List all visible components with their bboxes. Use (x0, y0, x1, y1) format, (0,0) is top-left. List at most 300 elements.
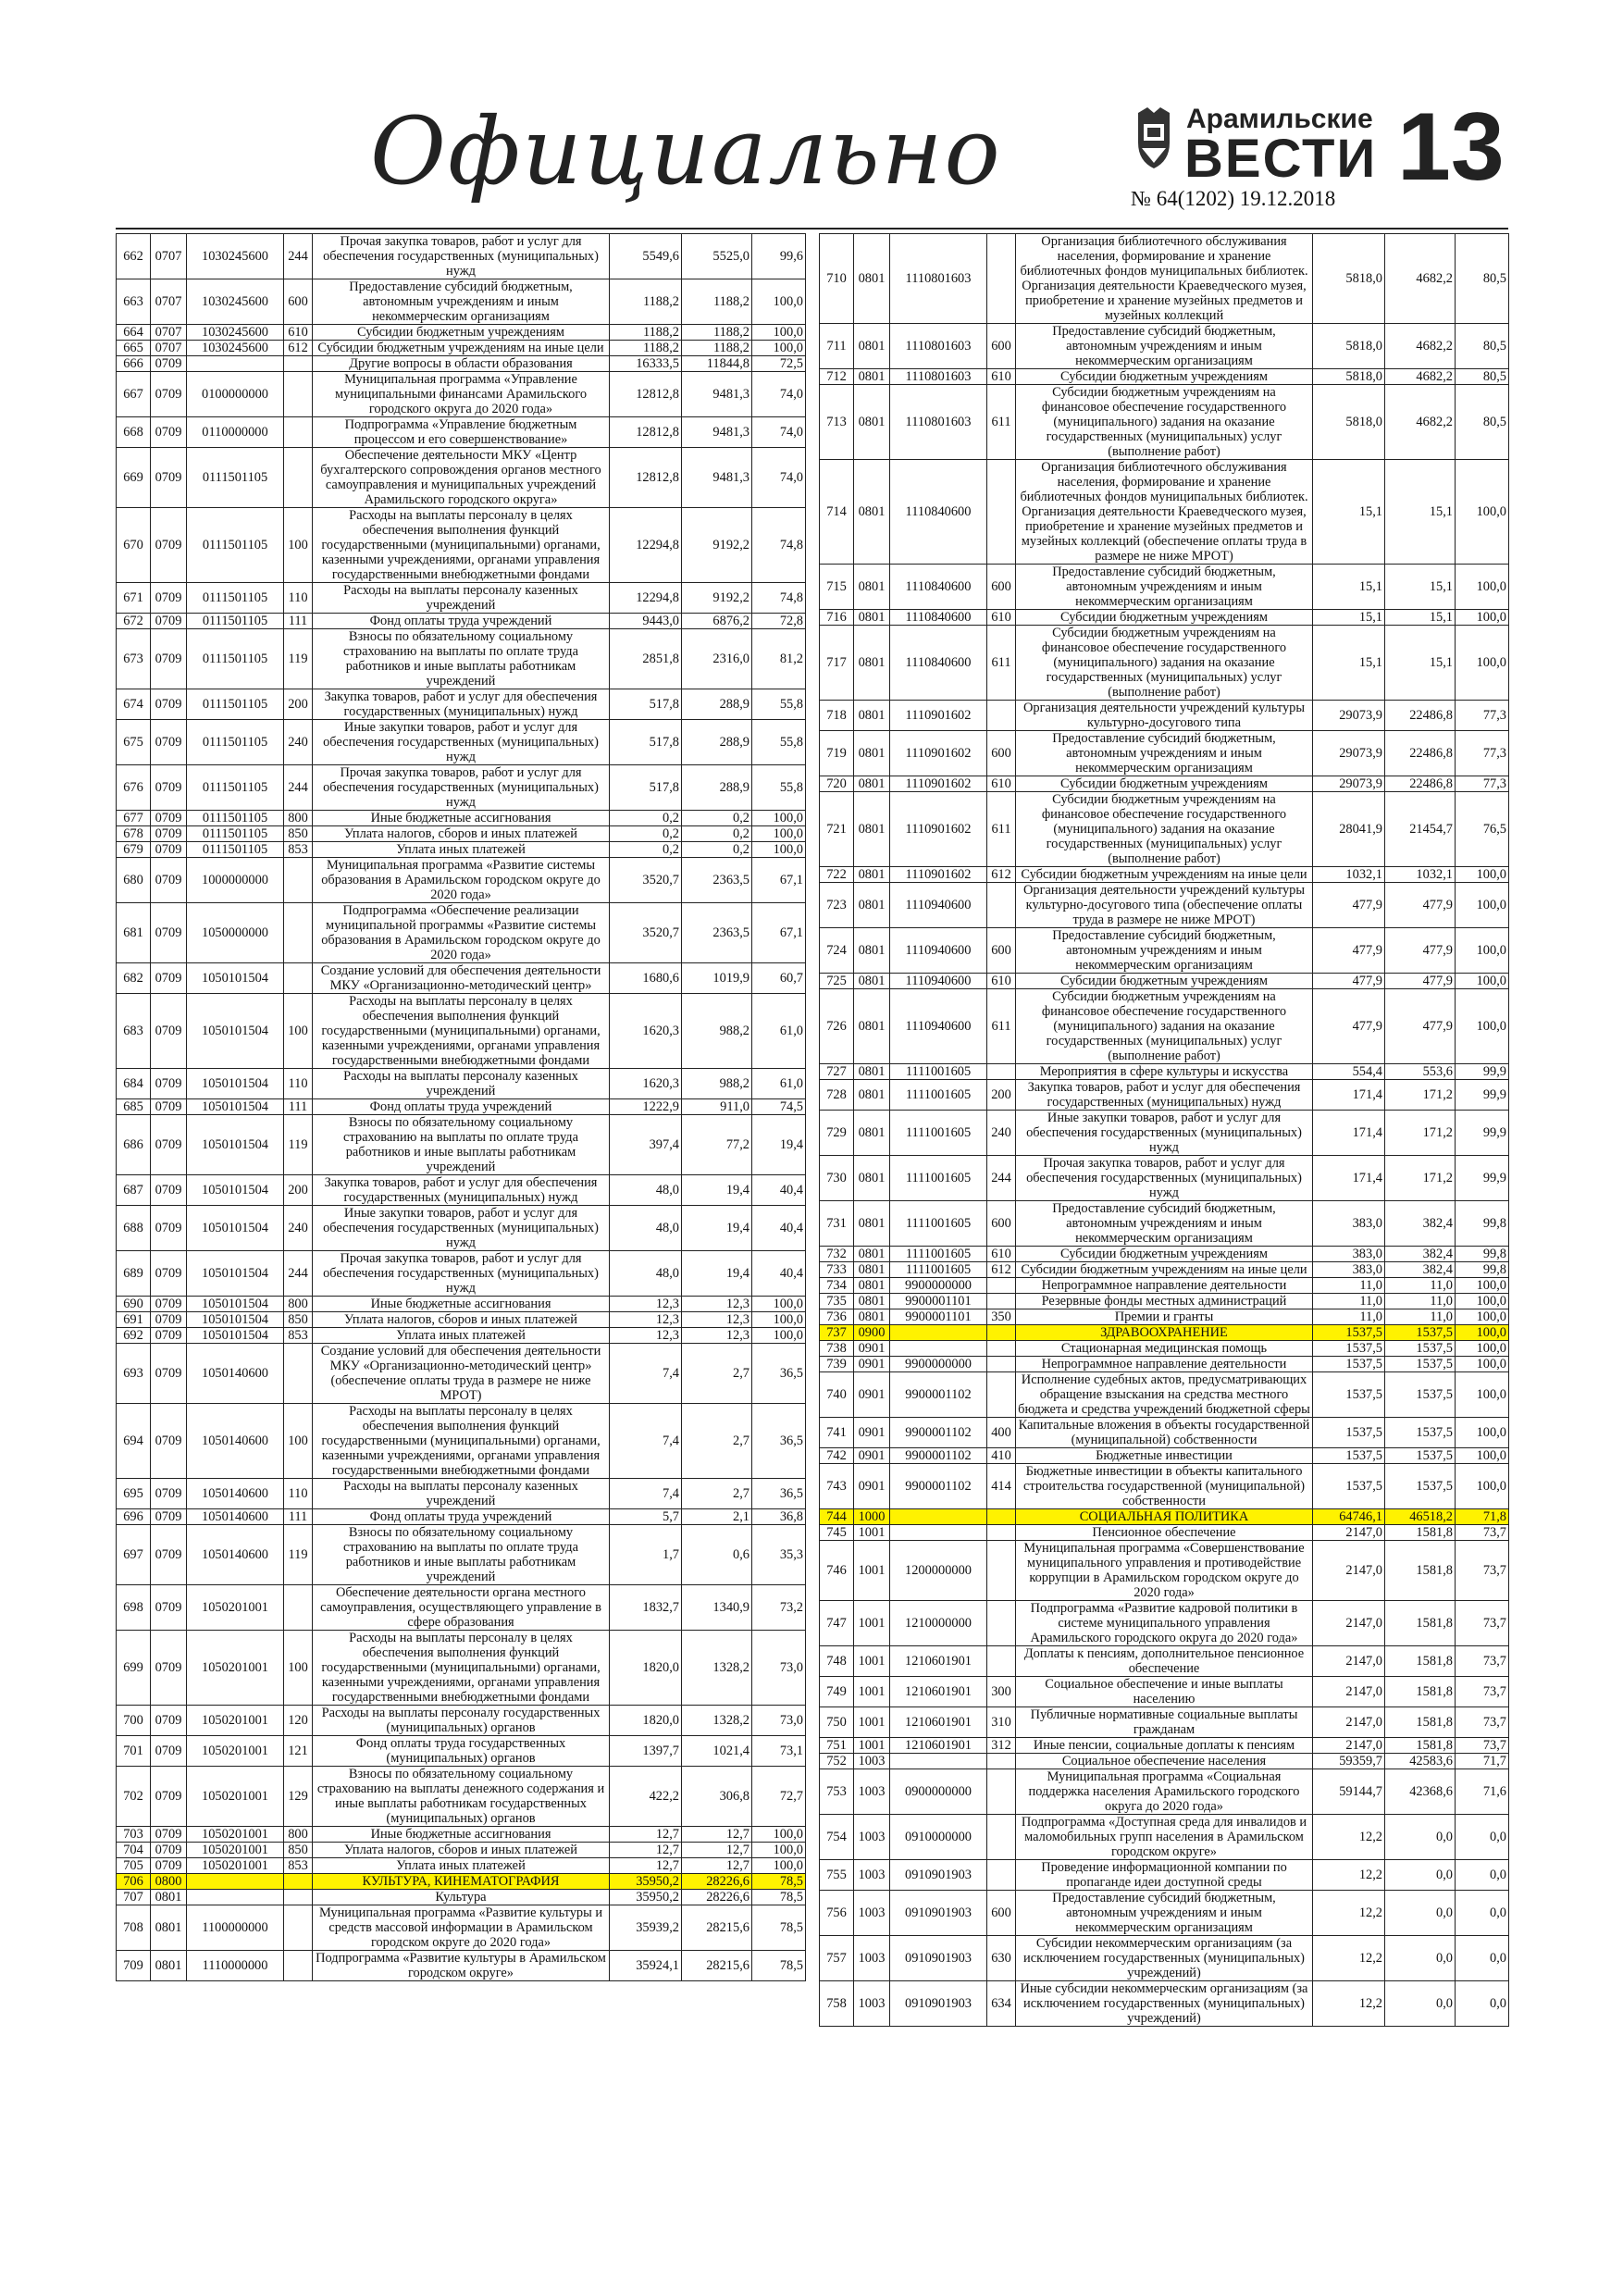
expense-type-code (987, 1341, 1016, 1357)
target-code: 0910901903 (890, 1936, 987, 1981)
target-code: 9900000000 (890, 1278, 987, 1294)
section-code: 0801 (854, 369, 890, 385)
table-row (820, 974, 1509, 989)
execution-percent: 80,5 (1456, 369, 1509, 385)
description: Обеспечение деятельности МКУ «Центр бухгалтерского сопровождения органов местного самоуправления и муниципальных учреждений Арамильского городского округа» (313, 448, 610, 508)
description: Подпрограмма «Обеспечение реализации муниципальной программы «Развитие системы образования в Арамильском городском округе до 2020 года» (313, 903, 610, 963)
section-code: 0801 (854, 792, 890, 867)
table-row (820, 1309, 1509, 1325)
description: Непрограммное направление деятельности (1016, 1357, 1313, 1372)
expense-type-code (987, 1646, 1016, 1677)
section-code: 0709 (151, 1344, 187, 1404)
table-row (820, 1891, 1509, 1936)
row-number: 756 (820, 1891, 854, 1936)
logo-brand: ВЕСТИ (1184, 129, 1378, 189)
execution-percent: 100,0 (1456, 883, 1509, 928)
expense-type-code: 612 (987, 867, 1016, 883)
executed-amount: 42583,6 (1385, 1754, 1456, 1769)
execution-percent: 73,2 (752, 1585, 806, 1631)
description: Мероприятия в сфере культуры и искусства (1016, 1064, 1313, 1080)
planned-amount: 2851,8 (610, 629, 682, 689)
expense-type-code: 110 (284, 1479, 313, 1509)
expense-type-code (987, 1541, 1016, 1601)
execution-percent: 73,0 (752, 1706, 806, 1736)
table-row (117, 842, 806, 858)
section-code: 0801 (151, 1951, 187, 1981)
table-row (117, 689, 806, 720)
description: Расходы на выплаты персоналу в целях обеспечения выполнения функций государственными (муниципальными) органами, казенными учреждениями, органами управления государственными внебюджетными фондами (313, 1404, 610, 1479)
execution-percent: 100,0 (752, 1843, 806, 1858)
execution-percent: 100,0 (1456, 1357, 1509, 1372)
row-number: 696 (117, 1509, 151, 1525)
description: СОЦИАЛЬНАЯ ПОЛИТИКА (1016, 1509, 1313, 1525)
target-code: 1050201001 (187, 1631, 284, 1706)
planned-amount: 29073,9 (1313, 731, 1385, 776)
row-number: 705 (117, 1858, 151, 1874)
section-code: 1001 (854, 1525, 890, 1541)
table-row (117, 1479, 806, 1509)
target-code: 1050201001 (187, 1827, 284, 1843)
table-row (820, 1738, 1509, 1754)
planned-amount: 12294,8 (610, 508, 682, 583)
target-code: 1210601901 (890, 1738, 987, 1754)
row-number: 699 (117, 1631, 151, 1706)
row-number: 713 (820, 385, 854, 460)
table-row (820, 867, 1509, 883)
table-row (117, 583, 806, 614)
execution-percent: 60,7 (752, 963, 806, 994)
row-number: 667 (117, 372, 151, 417)
expense-type-code: 120 (284, 1706, 313, 1736)
planned-amount: 2147,0 (1313, 1601, 1385, 1646)
description: Субсидии бюджетным учреждениям на иные цели (1016, 1262, 1313, 1278)
planned-amount: 422,2 (610, 1767, 682, 1827)
planned-amount: 11,0 (1313, 1309, 1385, 1325)
executed-amount: 12,3 (682, 1312, 752, 1328)
table-row (820, 1064, 1509, 1080)
row-number: 688 (117, 1206, 151, 1251)
description: Предоставление субсидий бюджетным, автономным учреждениям и иным некоммерческим организациям (1016, 565, 1313, 610)
planned-amount: 12,3 (610, 1328, 682, 1344)
execution-percent: 100,0 (752, 279, 806, 325)
row-number: 729 (820, 1111, 854, 1156)
table-row (820, 1156, 1509, 1201)
execution-percent: 100,0 (752, 1827, 806, 1843)
target-code: 1050201001 (187, 1706, 284, 1736)
expense-type-code (987, 1860, 1016, 1891)
target-code: 0110000000 (187, 417, 284, 448)
section-code: 0709 (151, 765, 187, 811)
planned-amount: 7,4 (610, 1404, 682, 1479)
section-code: 1001 (854, 1707, 890, 1738)
table-row (117, 1585, 806, 1631)
execution-percent: 77,3 (1456, 776, 1509, 792)
target-code: 1110840600 (890, 460, 987, 565)
planned-amount: 5818,0 (1313, 324, 1385, 369)
row-number: 717 (820, 626, 854, 701)
planned-amount: 1820,0 (610, 1631, 682, 1706)
description: Взносы по обязательному социальному страхованию на выплаты по оплате труда работников и иные выплаты работникам учреждений (313, 1525, 610, 1585)
planned-amount: 517,8 (610, 720, 682, 765)
expense-type-code: 612 (987, 1262, 1016, 1278)
expense-type-code (284, 372, 313, 417)
expense-type-code (284, 356, 313, 372)
description: Муниципальная программа «Развитие культуры и средств массовой информации в Арамильском городском округе до 2020 года» (313, 1905, 610, 1951)
execution-percent: 100,0 (1456, 867, 1509, 883)
description: Предоставление субсидий бюджетным, автономным учреждениям и иным некоммерческим организациям (313, 279, 610, 325)
execution-percent: 77,3 (1456, 701, 1509, 731)
description: Проведение информационной компании по пропаганде идеи доступной среды (1016, 1860, 1313, 1891)
planned-amount: 383,0 (1313, 1262, 1385, 1278)
description: Иные пенсии, социальные доплаты к пенсиям (1016, 1738, 1313, 1754)
executed-amount: 1032,1 (1385, 867, 1456, 883)
table-row (117, 1404, 806, 1479)
planned-amount: 12812,8 (610, 372, 682, 417)
row-number: 731 (820, 1201, 854, 1247)
table-row (117, 372, 806, 417)
table-row (117, 1843, 806, 1858)
executed-amount: 28215,6 (682, 1951, 752, 1981)
target-code: 1111001605 (890, 1156, 987, 1201)
table-row (820, 1357, 1509, 1372)
expense-type-code (284, 1874, 313, 1890)
target-code: 1050201001 (187, 1736, 284, 1767)
description: Муниципальная программа «Развитие системы образования в Арамильском городском округе до 2020 года» (313, 858, 610, 903)
description: Обеспечение деятельности органа местного самоуправления, осуществляющего управление в сфере образования (313, 1585, 610, 1631)
target-code: 1050101504 (187, 1115, 284, 1175)
expense-type-code: 630 (987, 1936, 1016, 1981)
table-row (820, 1262, 1509, 1278)
execution-percent: 40,4 (752, 1251, 806, 1297)
executed-amount: 477,9 (1385, 989, 1456, 1064)
planned-amount: 64746,1 (1313, 1509, 1385, 1525)
expense-type-code: 244 (284, 765, 313, 811)
row-number: 740 (820, 1372, 854, 1418)
section-code: 0707 (151, 234, 187, 279)
planned-amount: 16333,5 (610, 356, 682, 372)
planned-amount: 15,1 (1313, 626, 1385, 701)
target-code: 9900001101 (890, 1309, 987, 1325)
row-number: 730 (820, 1156, 854, 1201)
executed-amount: 11,0 (1385, 1278, 1456, 1294)
section-code: 0801 (854, 1156, 890, 1201)
executed-amount: 477,9 (1385, 883, 1456, 928)
expense-type-code: 300 (987, 1677, 1016, 1707)
section-title: Официально (370, 97, 1002, 205)
execution-percent: 100,0 (1456, 610, 1509, 626)
executed-amount: 382,4 (1385, 1201, 1456, 1247)
row-number: 680 (117, 858, 151, 903)
description: Непрограммное направление деятельности (1016, 1278, 1313, 1294)
expense-type-code (987, 460, 1016, 565)
description: Фонд оплаты труда учреждений (313, 1099, 610, 1115)
newspaper-logo (1131, 102, 1378, 189)
execution-percent: 99,9 (1456, 1156, 1509, 1201)
execution-percent: 71,7 (1456, 1754, 1509, 1769)
executed-amount: 9192,2 (682, 583, 752, 614)
executed-amount: 1340,9 (682, 1585, 752, 1631)
expense-type-code (987, 1372, 1016, 1418)
executed-amount: 1537,5 (1385, 1418, 1456, 1448)
executed-amount: 0,0 (1385, 1891, 1456, 1936)
planned-amount: 48,0 (610, 1206, 682, 1251)
table-row (820, 883, 1509, 928)
execution-percent: 100,0 (1456, 1418, 1509, 1448)
execution-percent: 73,0 (752, 1631, 806, 1706)
target-code: 1050101504 (187, 994, 284, 1069)
execution-percent: 99,8 (1456, 1201, 1509, 1247)
execution-percent: 100,0 (1456, 1372, 1509, 1418)
planned-amount: 12,2 (1313, 1936, 1385, 1981)
executed-amount: 6876,2 (682, 614, 752, 629)
planned-amount: 59359,7 (1313, 1754, 1385, 1769)
row-number: 726 (820, 989, 854, 1064)
description: Закупка товаров, работ и услуг для обеспечения государственных (муниципальных) нужд (313, 689, 610, 720)
target-code (187, 1874, 284, 1890)
target-code: 1111001605 (890, 1201, 987, 1247)
expense-type-code: 200 (284, 689, 313, 720)
section-code: 0709 (151, 994, 187, 1069)
planned-amount: 1620,3 (610, 994, 682, 1069)
section-code: 0801 (854, 1262, 890, 1278)
execution-percent: 100,0 (752, 842, 806, 858)
row-number: 742 (820, 1448, 854, 1464)
target-code (890, 1525, 987, 1541)
table-row (820, 1341, 1509, 1357)
executed-amount: 0,2 (682, 811, 752, 826)
planned-amount: 48,0 (610, 1175, 682, 1206)
executed-amount: 0,2 (682, 842, 752, 858)
expense-type-code (987, 701, 1016, 731)
executed-amount: 0,0 (1385, 1815, 1456, 1860)
expense-type-code: 100 (284, 1631, 313, 1706)
description: Предоставление субсидий бюджетным, автономным учреждениям и иным некоммерческим организациям (1016, 1891, 1313, 1936)
section-code: 0709 (151, 1175, 187, 1206)
execution-percent: 55,8 (752, 765, 806, 811)
table-row (117, 1251, 806, 1297)
execution-percent: 99,6 (752, 234, 806, 279)
description: Расходы на выплаты персоналу в целях обеспечения выполнения функций государственными (муниципальными) органами, казенными учреждениями, органами управления государственными внебюджетными фондами (313, 994, 610, 1069)
expense-type-code: 600 (987, 1201, 1016, 1247)
target-code: 1050201001 (187, 1767, 284, 1827)
section-code: 0709 (151, 1843, 187, 1858)
section-code: 0709 (151, 1069, 187, 1099)
executed-amount: 1581,8 (1385, 1707, 1456, 1738)
target-code: 1050101504 (187, 1251, 284, 1297)
target-code: 1050101504 (187, 1175, 284, 1206)
section-code: 0709 (151, 508, 187, 583)
row-number: 684 (117, 1069, 151, 1099)
executed-amount: 19,4 (682, 1251, 752, 1297)
target-code: 1050000000 (187, 903, 284, 963)
planned-amount: 7,4 (610, 1344, 682, 1404)
executed-amount: 1537,5 (1385, 1372, 1456, 1418)
row-number: 739 (820, 1357, 854, 1372)
expense-type-code: 610 (987, 1247, 1016, 1262)
executed-amount: 0,2 (682, 826, 752, 842)
planned-amount: 29073,9 (1313, 776, 1385, 792)
description: Уплата иных платежей (313, 1328, 610, 1344)
planned-amount: 171,4 (1313, 1156, 1385, 1201)
execution-percent: 100,0 (1456, 1309, 1509, 1325)
executed-amount: 288,9 (682, 689, 752, 720)
executed-amount: 15,1 (1385, 610, 1456, 626)
expense-type-code: 100 (284, 508, 313, 583)
execution-percent: 78,5 (752, 1905, 806, 1951)
description: Субсидии бюджетным учреждениям (1016, 776, 1313, 792)
description: Уплата налогов, сборов и иных платежей (313, 1843, 610, 1858)
row-number: 677 (117, 811, 151, 826)
execution-percent: 100,0 (752, 1312, 806, 1328)
expense-type-code: 610 (284, 325, 313, 341)
target-code: 1030245600 (187, 279, 284, 325)
expense-type-code: 800 (284, 1827, 313, 1843)
executed-amount: 28215,6 (682, 1905, 752, 1951)
target-code (890, 1341, 987, 1357)
planned-amount: 1832,7 (610, 1585, 682, 1631)
expense-type-code: 100 (284, 1404, 313, 1479)
expense-type-code: 850 (284, 1843, 313, 1858)
planned-amount: 397,4 (610, 1115, 682, 1175)
row-number: 669 (117, 448, 151, 508)
planned-amount: 12,2 (1313, 1815, 1385, 1860)
expense-type-code: 244 (284, 234, 313, 279)
description: Уплата иных платежей (313, 1858, 610, 1874)
planned-amount: 12812,8 (610, 448, 682, 508)
section-code: 0801 (854, 867, 890, 883)
section-code: 0901 (854, 1357, 890, 1372)
target-code: 0111501105 (187, 811, 284, 826)
execution-percent: 73,7 (1456, 1601, 1509, 1646)
target-code: 1110801603 (890, 385, 987, 460)
right-column (819, 233, 1508, 2027)
target-code: 1110901602 (890, 731, 987, 776)
planned-amount: 11,0 (1313, 1278, 1385, 1294)
row-number: 751 (820, 1738, 854, 1754)
row-number: 711 (820, 324, 854, 369)
row-number: 676 (117, 765, 151, 811)
executed-amount: 911,0 (682, 1099, 752, 1115)
execution-percent: 80,5 (1456, 385, 1509, 460)
description: Подпрограмма «Управление бюджетным процессом и его совершенствование» (313, 417, 610, 448)
table-row (820, 1294, 1509, 1309)
planned-amount: 12,2 (1313, 1860, 1385, 1891)
description: Субсидии бюджетным учреждениям на финансовое обеспечение государственного (муниципального) задания на оказание государственных (муниципальных) услуг (выполнение работ) (1016, 385, 1313, 460)
section-code: 0801 (151, 1890, 187, 1905)
row-number: 685 (117, 1099, 151, 1115)
section-code: 0709 (151, 842, 187, 858)
section-code: 1003 (854, 1754, 890, 1769)
expense-type-code: 853 (284, 1858, 313, 1874)
description: Иные бюджетные ассигнования (313, 1297, 610, 1312)
table-row (117, 508, 806, 583)
table-row (117, 341, 806, 356)
row-number: 757 (820, 1936, 854, 1981)
target-code: 1110000000 (187, 1951, 284, 1981)
row-number: 682 (117, 963, 151, 994)
row-number: 697 (117, 1525, 151, 1585)
row-number: 746 (820, 1541, 854, 1601)
left-column (116, 233, 805, 1981)
execution-percent: 36,5 (752, 1344, 806, 1404)
section-code: 0801 (854, 883, 890, 928)
row-number: 719 (820, 731, 854, 776)
expense-type-code: 111 (284, 1509, 313, 1525)
expense-type-code (987, 883, 1016, 928)
section-code: 1003 (854, 1860, 890, 1891)
target-code: 1210601901 (890, 1707, 987, 1738)
executed-amount: 77,2 (682, 1115, 752, 1175)
expense-type-code (987, 1509, 1016, 1525)
target-code: 1030245600 (187, 234, 284, 279)
section-code: 0709 (151, 583, 187, 614)
expense-type-code: 850 (284, 1312, 313, 1328)
execution-percent: 100,0 (752, 325, 806, 341)
table-row (820, 1448, 1509, 1464)
table-row (820, 385, 1509, 460)
executed-amount: 477,9 (1385, 928, 1456, 974)
description: ЗДРАВООХРАНЕНИЕ (1016, 1325, 1313, 1341)
execution-percent: 77,3 (1456, 731, 1509, 776)
description: Фонд оплаты труда государственных (муниципальных) органов (313, 1736, 610, 1767)
table-row (117, 1297, 806, 1312)
executed-amount: 19,4 (682, 1206, 752, 1251)
execution-percent: 99,9 (1456, 1080, 1509, 1111)
target-code: 1030245600 (187, 325, 284, 341)
execution-percent: 78,5 (752, 1874, 806, 1890)
description: Иные бюджетные ассигнования (313, 811, 610, 826)
expense-type-code: 244 (987, 1156, 1016, 1201)
execution-percent: 74,8 (752, 508, 806, 583)
expense-type-code: 121 (284, 1736, 313, 1767)
executed-amount: 171,2 (1385, 1156, 1456, 1201)
section-code: 1003 (854, 1891, 890, 1936)
executed-amount: 9481,3 (682, 448, 752, 508)
planned-amount: 35950,2 (610, 1890, 682, 1905)
target-code: 1110901602 (890, 776, 987, 792)
expense-type-code: 610 (987, 974, 1016, 989)
section-code: 0709 (151, 1251, 187, 1297)
section-code: 0707 (151, 325, 187, 341)
table-row (117, 903, 806, 963)
expense-type-code (987, 1769, 1016, 1815)
planned-amount: 15,1 (1313, 610, 1385, 626)
expense-type-code (284, 1585, 313, 1631)
planned-amount: 35950,2 (610, 1874, 682, 1890)
row-number: 715 (820, 565, 854, 610)
table-row (117, 994, 806, 1069)
description: Прочая закупка товаров, работ и услуг для обеспечения государственных (муниципальных) нужд (313, 765, 610, 811)
executed-amount: 1537,5 (1385, 1448, 1456, 1464)
target-code (890, 1754, 987, 1769)
expense-type-code: 853 (284, 842, 313, 858)
execution-percent: 0,0 (1456, 1860, 1509, 1891)
table-row (820, 1860, 1509, 1891)
executed-amount: 553,6 (1385, 1064, 1456, 1080)
section-code: 0709 (151, 1706, 187, 1736)
target-code: 0111501105 (187, 614, 284, 629)
execution-percent: 73,1 (752, 1736, 806, 1767)
description: Субсидии бюджетным учреждениям на финансовое обеспечение государственного (муниципального) задания на оказание государственных (муниципальных) услуг (выполнение работ) (1016, 989, 1313, 1064)
row-number: 689 (117, 1251, 151, 1297)
row-number: 721 (820, 792, 854, 867)
executed-amount: 28226,6 (682, 1890, 752, 1905)
table-row (820, 1201, 1509, 1247)
section-code: 0801 (854, 1080, 890, 1111)
planned-amount: 1,7 (610, 1525, 682, 1585)
planned-amount: 5549,6 (610, 234, 682, 279)
executed-amount: 1581,8 (1385, 1738, 1456, 1754)
